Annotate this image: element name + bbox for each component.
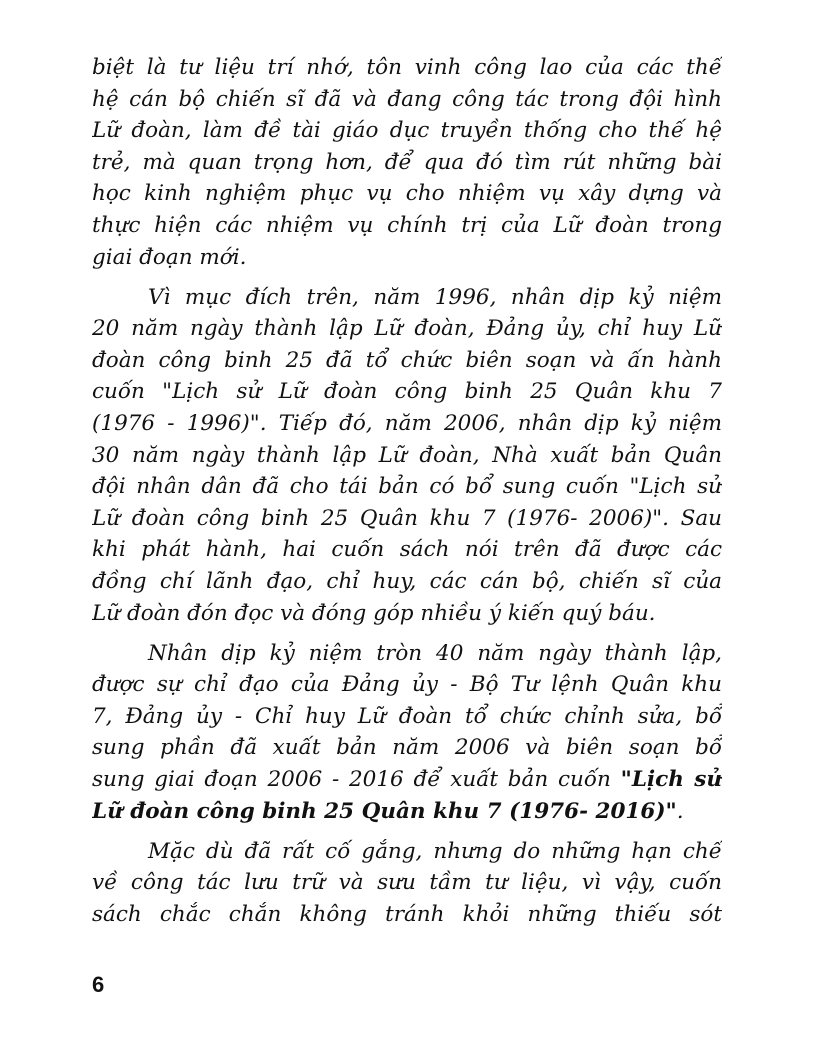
text-line: đồng chí lãnh đạo, chỉ huy, các cán bộ, chiến sĩ của xyxy=(92,569,722,594)
book-title-start: "Lịch sử xyxy=(620,767,722,793)
paragraph-4 xyxy=(92,836,722,931)
text-line xyxy=(92,796,722,828)
text-line: sách chắc chắn không tránh khỏi những thiếu sót xyxy=(92,901,722,927)
text-line: Vì mục đích trên, năm 1996, nhân dịp kỷ niệm xyxy=(148,284,722,310)
text-line: cuốn "Lịch sử Lữ đoàn công binh 25 Quân khu 7 xyxy=(92,379,722,405)
text-line: (1976 - 1996)". Tiếp đó, năm 2006, nhân dịp kỷ niệm xyxy=(92,411,722,437)
text-line: Nhân dịp kỷ niệm tròn 40 năm ngày thành lập, xyxy=(148,640,722,666)
text-line: Lữ đoàn, làm đề tài giáo dục truyền thống cho thế hệ xyxy=(92,118,722,144)
text-line: đoàn công binh 25 đã tổ chức biên soạn và ấn hành xyxy=(92,347,722,373)
text-line: trẻ, mà quan trọng hơn, để qua đó tìm rút những bài xyxy=(92,149,722,175)
text-line: được sự chỉ đạo của Đảng ủy - Bộ Tư lệnh Quân khu xyxy=(92,672,722,698)
text-line: học kinh nghiệm phục vụ cho nhiệm vụ xây dựng và xyxy=(92,181,722,207)
text-line: đội nhân dân đã cho tái bản có bổ sung cuốn "Lịch sử xyxy=(92,474,722,500)
text-line: về công tác lưu trữ và sưu tầm tư liệu, vì vậy, cuốn xyxy=(92,870,722,896)
text-line: Lữ đoàn đón đọc và đóng góp nhiều ý kiến quý báu. xyxy=(92,600,656,626)
text-run: . xyxy=(676,798,684,824)
text-line: khi phát hành, hai cuốn sách nói trên đã được các xyxy=(92,537,722,563)
paragraph-3 xyxy=(92,638,722,828)
book-title-end: Lữ đoàn công binh 25 Quân khu 7 (1976- 2016)" xyxy=(92,798,677,824)
text-line: 30 năm ngày thành lập Lữ đoàn, Nhà xuất bản Quân xyxy=(92,442,722,468)
body-text xyxy=(92,52,722,939)
text-line: 7, Đảng ủy - Chỉ huy Lữ đoàn tổ chức chỉnh sửa, bổ xyxy=(92,703,722,729)
page-number: 6 xyxy=(92,972,105,997)
text-line: Lữ đoàn công binh 25 Quân khu 7 (1976- 2006)". Sau xyxy=(92,505,722,531)
text-line: 20 năm ngày thành lập Lữ đoàn, Đảng ủy, chỉ huy Lữ xyxy=(92,316,722,342)
paragraph-1 xyxy=(92,52,722,273)
text-line: biệt là tư liệu trí nhớ, tôn vinh công lao của các thế xyxy=(92,55,722,80)
text-line: giai đoạn mới. xyxy=(92,244,247,270)
text-line: sung phần đã xuất bản năm 2006 và biên soạn bổ xyxy=(92,735,722,761)
text-line: thực hiện các nhiệm vụ chính trị của Lữ đoàn trong xyxy=(92,212,722,238)
text-line xyxy=(92,764,722,796)
text-line: hệ cán bộ chiến sĩ đã và đang công tác trong đội hình xyxy=(92,86,722,112)
text-line: Mặc dù đã rất cố gắng, nhưng do những hạn chế xyxy=(148,838,722,864)
text-run: sung giai đoạn 2006 - 2016 để xuất bản cuốn xyxy=(92,767,621,793)
paragraph-2 xyxy=(92,282,722,630)
